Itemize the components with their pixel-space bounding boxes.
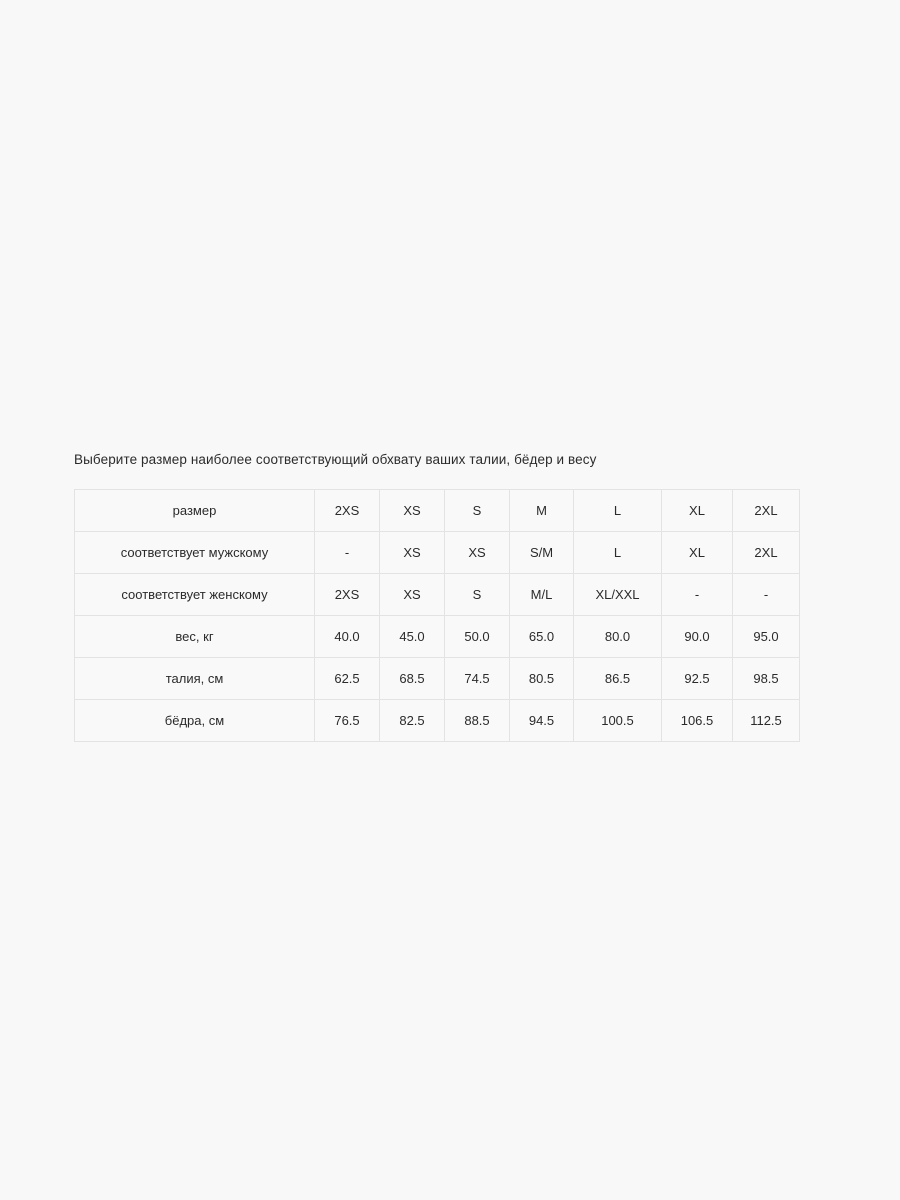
table-cell: 62.5 <box>315 658 380 700</box>
size-chart-table <box>74 489 800 742</box>
row-weight <box>75 616 800 658</box>
table-cell: XS <box>380 490 445 532</box>
row-label: бёдра, см <box>75 700 315 742</box>
row-waist <box>75 658 800 700</box>
table-cell: 112.5 <box>733 700 800 742</box>
table-cell: 80.0 <box>574 616 662 658</box>
table-cell: 88.5 <box>445 700 510 742</box>
table-cell: 86.5 <box>574 658 662 700</box>
table-cell: 65.0 <box>510 616 574 658</box>
table-cell: 40.0 <box>315 616 380 658</box>
table-cell: 100.5 <box>574 700 662 742</box>
table-cell: 2XL <box>733 532 800 574</box>
table-cell: L <box>574 490 662 532</box>
table-cell: - <box>315 532 380 574</box>
table-cell: XL <box>662 532 733 574</box>
table-cell: 74.5 <box>445 658 510 700</box>
row-hips <box>75 700 800 742</box>
table-cell: 98.5 <box>733 658 800 700</box>
table-cell: 2XL <box>733 490 800 532</box>
table-cell: 92.5 <box>662 658 733 700</box>
table-cell: S <box>445 490 510 532</box>
row-label: размер <box>75 490 315 532</box>
size-chart-intro: Выберите размер наиболее соответствующий обхвату ваших талии, бёдер и весу <box>74 452 597 467</box>
row-female-equivalent <box>75 574 800 616</box>
table-cell: XS <box>380 574 445 616</box>
table-cell: XL/XXL <box>574 574 662 616</box>
table-cell: 80.5 <box>510 658 574 700</box>
table-cell: - <box>733 574 800 616</box>
table-cell: 50.0 <box>445 616 510 658</box>
table-cell: 94.5 <box>510 700 574 742</box>
row-label: соответствует женскому <box>75 574 315 616</box>
table-cell: 45.0 <box>380 616 445 658</box>
table-cell: 82.5 <box>380 700 445 742</box>
table-cell: 68.5 <box>380 658 445 700</box>
table-cell: 90.0 <box>662 616 733 658</box>
table-cell: 76.5 <box>315 700 380 742</box>
table-cell: L <box>574 532 662 574</box>
table-cell: XS <box>380 532 445 574</box>
table-cell: 95.0 <box>733 616 800 658</box>
row-male-equivalent <box>75 532 800 574</box>
table-cell: M/L <box>510 574 574 616</box>
table-cell: XL <box>662 490 733 532</box>
table-cell: M <box>510 490 574 532</box>
table-cell: S/M <box>510 532 574 574</box>
table-cell: - <box>662 574 733 616</box>
table-cell: S <box>445 574 510 616</box>
row-size <box>75 490 800 532</box>
row-label: соответствует мужскому <box>75 532 315 574</box>
table-cell: 106.5 <box>662 700 733 742</box>
table-cell: XS <box>445 532 510 574</box>
table-cell: 2XS <box>315 574 380 616</box>
row-label: вес, кг <box>75 616 315 658</box>
row-label: талия, см <box>75 658 315 700</box>
table-cell: 2XS <box>315 490 380 532</box>
